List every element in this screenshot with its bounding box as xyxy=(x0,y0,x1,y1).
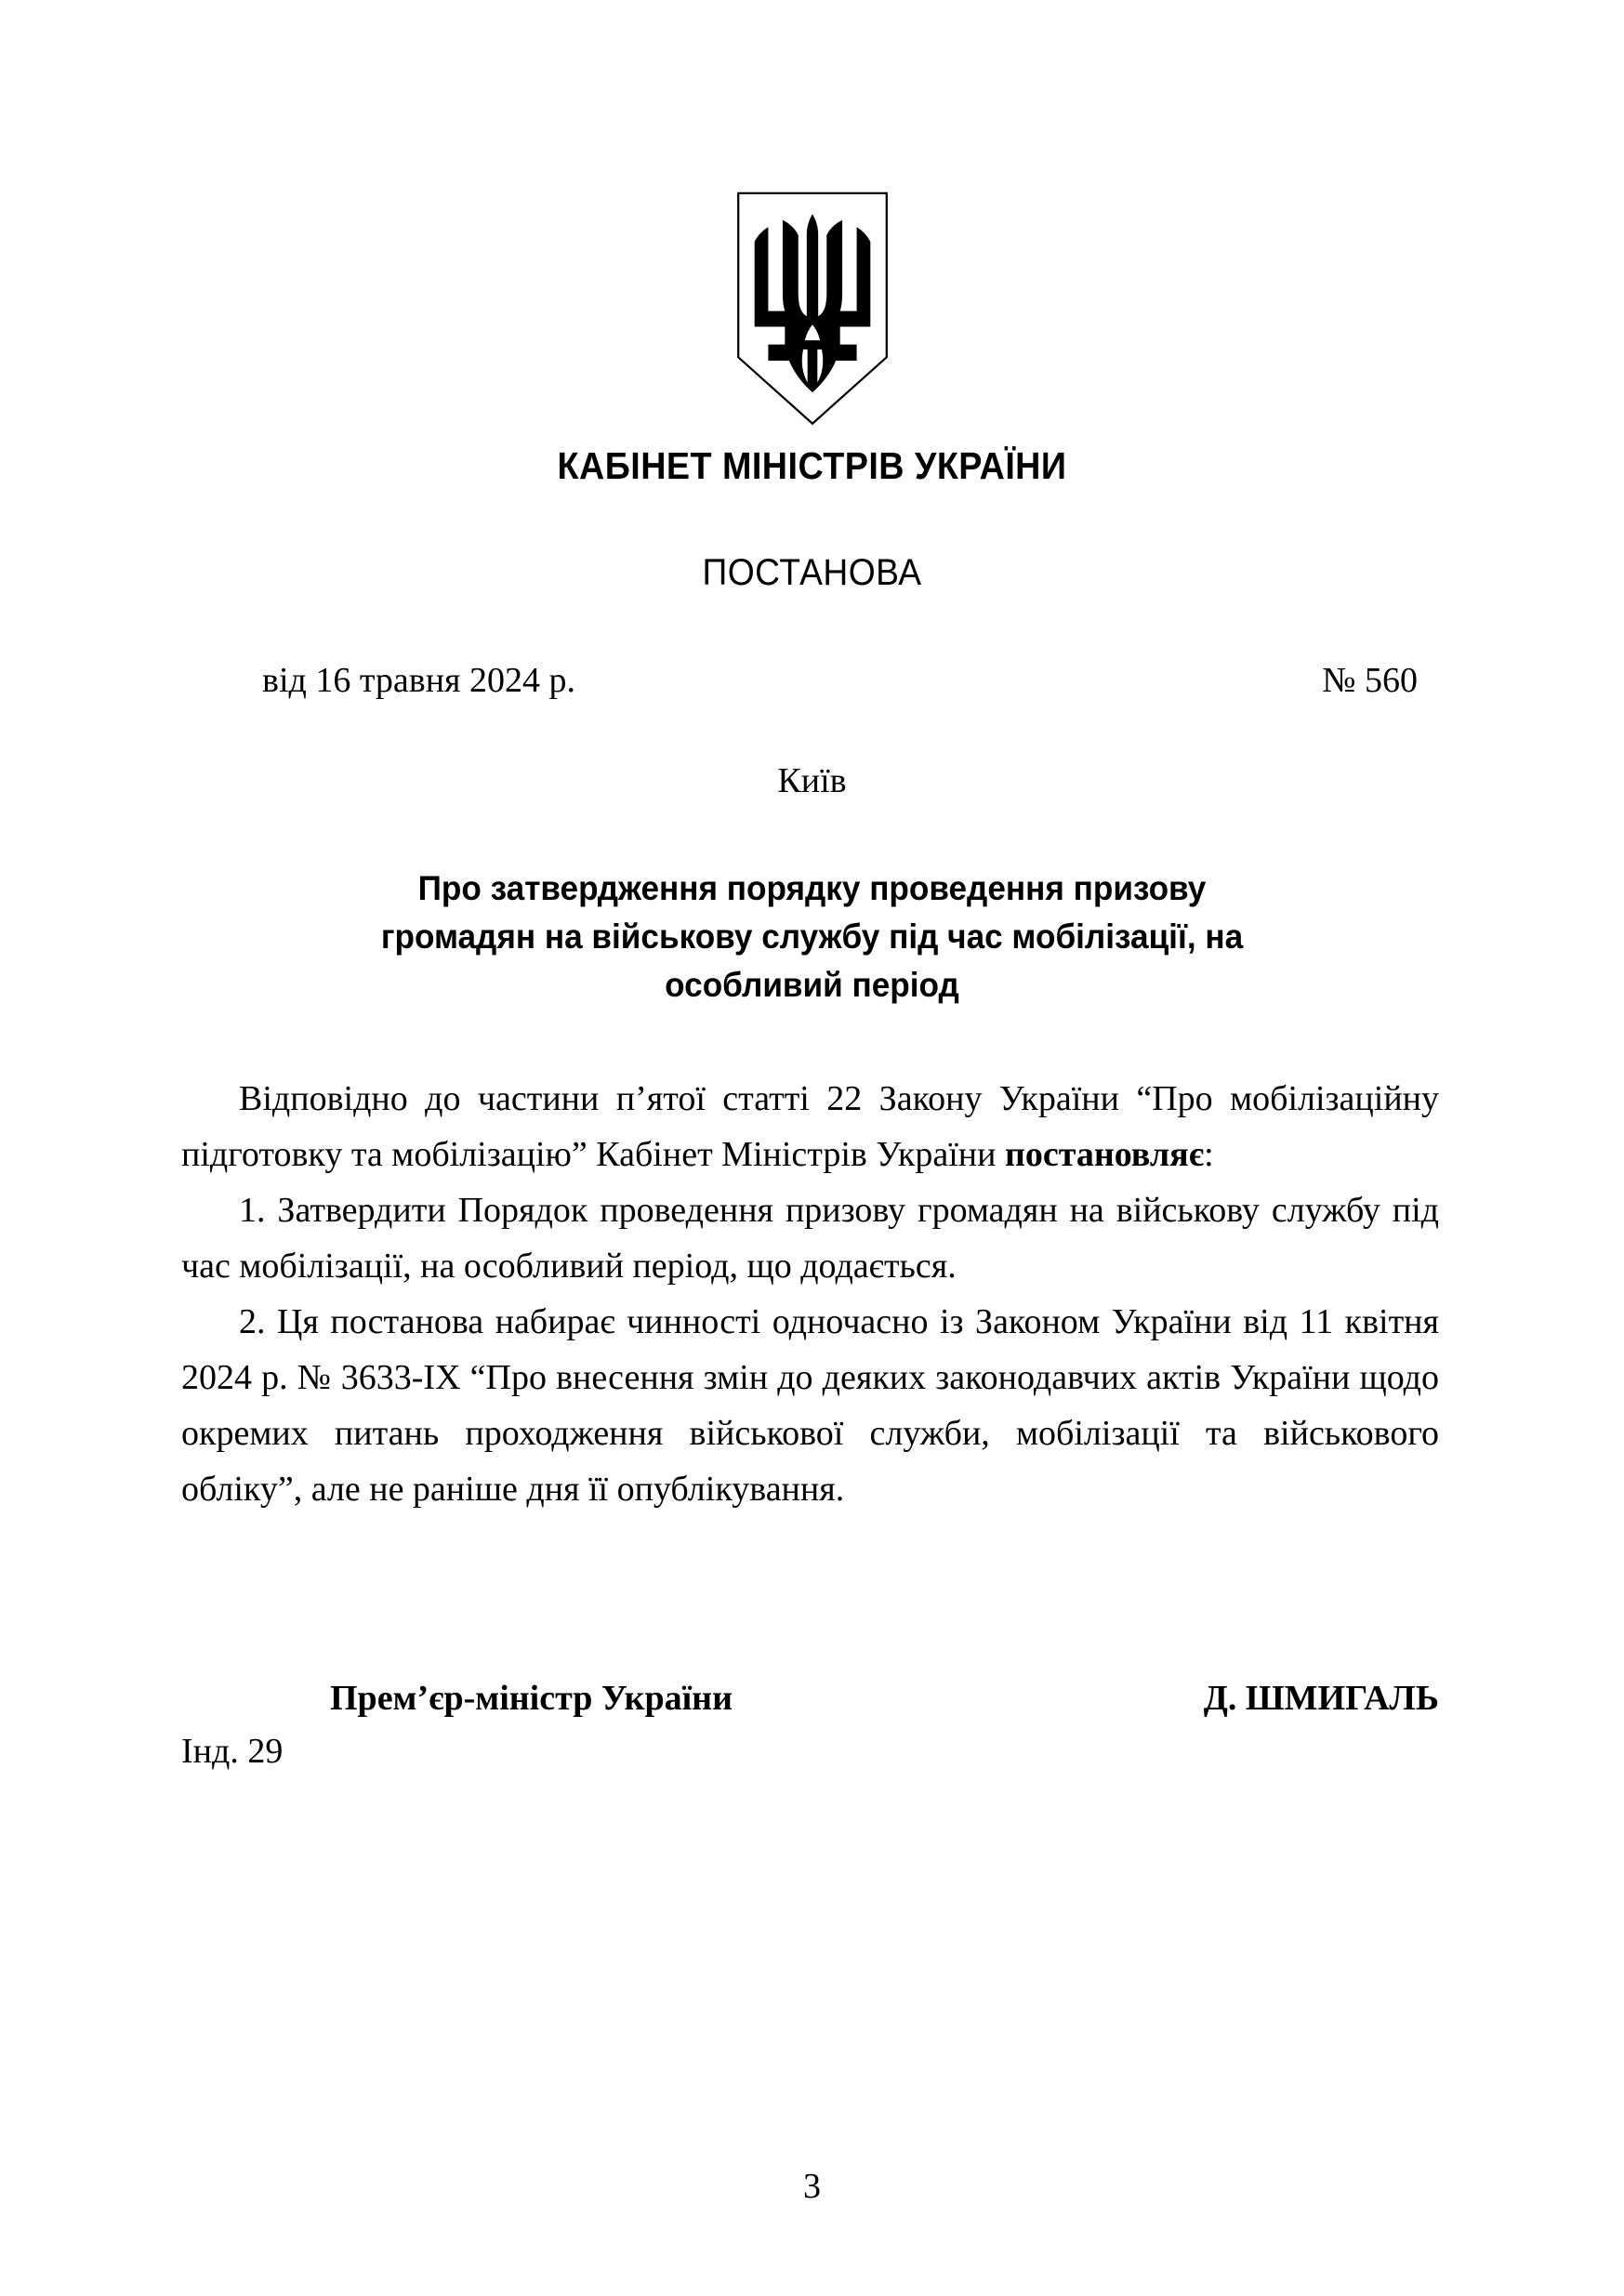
preamble-paragraph xyxy=(181,1071,1439,1182)
clause-1-paragraph: 1. Затвердити Порядок проведення призову громадян на військову службу під час мобілізації, на особливий період, що додається. xyxy=(181,1191,1439,1286)
document-meta-row xyxy=(262,660,1418,701)
signature-row xyxy=(330,1678,1439,1719)
ukraine-trident-coat-of-arms-icon xyxy=(734,191,891,428)
index-code: Інд. 29 xyxy=(181,1732,284,1771)
document-date: від 16 травня 2024 р. xyxy=(262,661,576,700)
clause-2-paragraph: 2. Ця постанова набирає чинності одночасно із Законом України від 11 квітня 2024 р. № 3633-IX “Про внесення змін до деяких законодавчих актів України щодо окремих питань проходження військової служби, мобілізації та військового обліку”, але не раніше дня її опублікування. xyxy=(181,1302,1439,1509)
document-city: Київ xyxy=(777,761,847,800)
document-number: № 560 xyxy=(1322,661,1418,700)
signatory-name: Д. ШМИГАЛЬ xyxy=(1203,1679,1439,1718)
emblem-container xyxy=(0,191,1624,428)
document-body xyxy=(181,1071,1439,1517)
preamble-text-tail: : xyxy=(1204,1135,1214,1174)
preamble-text-lead: Відповідно до частини п’ятої статті 22 Закону України “Про мобілізаційну підготовку та мобілізацію” Кабінет Міністрів України xyxy=(181,1079,1439,1174)
page-number: 3 xyxy=(803,2167,821,2206)
preamble-decrees-word: постановляє xyxy=(1004,1135,1205,1174)
document-subject-title xyxy=(271,864,1354,1009)
subject-line-3: особливий період xyxy=(665,966,959,1004)
document-type-heading: ПОСТАНОВА xyxy=(702,552,922,593)
signatory-role: Прем’єр-міністр України xyxy=(330,1679,733,1718)
organization-title: КАБІНЕТ МІНІСТРІВ УКРАЇНИ xyxy=(557,444,1067,487)
subject-line-1: Про затвердження порядку проведення призову xyxy=(417,869,1207,907)
subject-line-2: громадян на військову службу під час мобілізації, на xyxy=(380,917,1244,956)
